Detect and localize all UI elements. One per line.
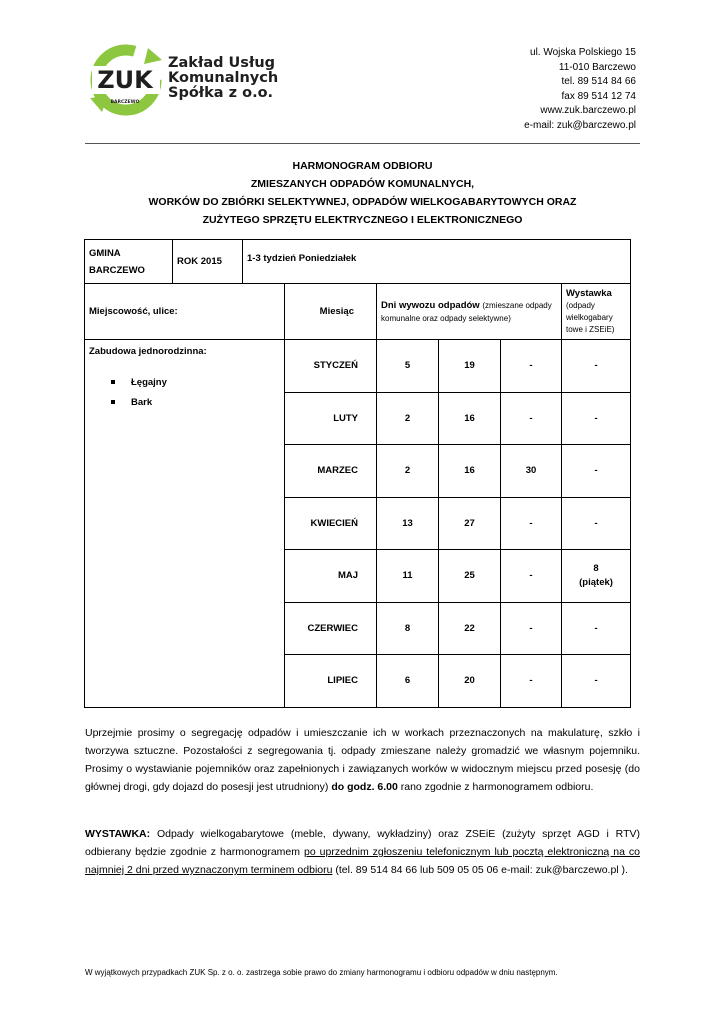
- location-cell: [85, 340, 285, 708]
- month-cell: LIPIEC: [285, 655, 377, 708]
- dni-header: [377, 284, 562, 340]
- wystawka-header-note: (odpady wielkogabary towe i ZSEiE): [566, 301, 615, 334]
- day-cell: -: [501, 602, 562, 655]
- wystawka-cell: [562, 497, 631, 550]
- dni-header-note: (zmieszane odpady komunalne oraz odpady selektywne): [381, 300, 552, 323]
- logo-wordmark: [168, 56, 278, 101]
- para2-underlined: po uprzednim zgłoszeniu telefonicznym lub pocztą elektroniczną na co najmniej 2 dni przed wyznaczonym terminem odbioru: [85, 846, 641, 876]
- document-title: [85, 157, 640, 229]
- company-address: [524, 46, 636, 134]
- logo-line2: Komunalnych: [168, 70, 279, 86]
- segregation-paragraph: [85, 724, 640, 796]
- miesiac-header: Miesiąc: [285, 284, 377, 340]
- places-list: [89, 373, 280, 413]
- month-cell: MARZEC: [285, 445, 377, 498]
- list-item: Bark: [111, 393, 280, 413]
- day-cell: 5: [377, 340, 439, 393]
- day-cell: 25: [439, 550, 501, 603]
- month-cell: KWIECIEŃ: [285, 497, 377, 550]
- wystawka-day: -: [594, 622, 598, 634]
- day-cell: 2: [377, 392, 439, 445]
- gmina-cell: GMINA BARCZEWO: [85, 240, 173, 284]
- day-cell: -: [501, 497, 562, 550]
- table-row: [85, 340, 631, 393]
- day-cell: -: [501, 340, 562, 393]
- title-line3: WORKÓW DO ZBIÓRKI SELEKTYWNEJ, ODPADÓW WIELKOGABARYTOWYCH ORAZ: [148, 196, 577, 208]
- title-line2: ZMIESZANYCH ODPADÓW KOMUNALNYCH,: [250, 178, 475, 190]
- month-cell: MAJ: [285, 550, 377, 603]
- para2-tail: (tel. 89 514 84 66 lub 509 05 05 06 e-mail: zuk@barczewo.pl ).: [332, 864, 628, 876]
- wystawka-paragraph: [85, 825, 640, 879]
- wystawka-cell: [562, 392, 631, 445]
- tydzien-cell: 1-3 tydzień Poniedziałek: [243, 240, 631, 284]
- day-cell: -: [501, 655, 562, 708]
- day-cell: 20: [439, 655, 501, 708]
- day-cell: 16: [439, 392, 501, 445]
- table-header-row2: [85, 284, 631, 340]
- wystawka-day: -: [594, 412, 598, 424]
- miejscowosc-header: Miejscowość, ulice:: [85, 284, 285, 340]
- recycle-ring-icon: [88, 42, 178, 118]
- day-cell: 2: [377, 445, 439, 498]
- day-cell: 8: [377, 602, 439, 655]
- month-cell: STYCZEŃ: [285, 340, 377, 393]
- day-cell: 11: [377, 550, 439, 603]
- address-fax: fax 89 514 12 74: [561, 90, 636, 102]
- wystawka-day: -: [594, 517, 598, 529]
- day-cell: 6: [377, 655, 439, 708]
- day-cell: 19: [439, 340, 501, 393]
- title-line4: ZUŻYTEGO SPRZĘTU ELEKTRYCZNEGO I ELEKTRONICZNEGO: [202, 214, 523, 226]
- wystawka-cell: [562, 445, 631, 498]
- day-cell: 22: [439, 602, 501, 655]
- month-cell: LUTY: [285, 392, 377, 445]
- address-www[interactable]: www.zuk.barczewo.pl: [540, 105, 636, 117]
- schedule-table: [84, 239, 631, 708]
- dni-header-label: Dni wywozu odpadów: [381, 299, 480, 311]
- day-cell: 13: [377, 497, 439, 550]
- wystawka-cell: [562, 340, 631, 393]
- wystawka-day: -: [594, 675, 598, 687]
- day-cell: 27: [439, 497, 501, 550]
- wystawka-cell: [562, 655, 631, 708]
- day-cell: -: [501, 550, 562, 603]
- para1-deadline: do godz. 6.00: [331, 781, 398, 793]
- footer-note: W wyjątkowych przypadkach ZUK Sp. z o. o. zastrzega sobie prawo do zmiany harmonogramu i odbioru odpadów w dniu następnym.: [85, 968, 558, 977]
- address-email[interactable]: e-mail: zuk@barczewo.pl: [524, 119, 636, 131]
- address-street: ul. Wojska Polskiego 15: [530, 47, 636, 58]
- header-divider: [85, 143, 640, 144]
- wystawka-day: -: [594, 465, 598, 477]
- logo-line1: Zakład Usług: [168, 55, 276, 71]
- address-city: 11-010 Barczewo: [558, 61, 636, 73]
- zabudowa-label: Zabudowa jednorodzinna:: [89, 346, 207, 357]
- wystawka-header: [562, 284, 631, 340]
- wystawka-day: -: [594, 360, 598, 372]
- para2-text: Odpady wielkogabarytowe (meble, dywany, wykładziny) oraz ZSEiE (zużyty sprzęt AGD i RTV) odbierany będzie zgodnie z harmonogramem: [85, 828, 640, 858]
- logo-abbr: ZUK: [97, 66, 153, 94]
- para1-tail: rano zgodnie z harmonogramem odbioru.: [397, 781, 594, 793]
- address-tel: tel. 89 514 84 66: [561, 76, 636, 88]
- day-cell: 16: [439, 445, 501, 498]
- month-cell: CZERWIEC: [285, 602, 377, 655]
- wystawka-cell: [562, 550, 631, 603]
- logo-line3: Spółka z o.o.: [168, 85, 274, 101]
- day-cell: 30: [501, 445, 562, 498]
- list-item: Łęgajny: [111, 373, 280, 393]
- day-cell: -: [501, 392, 562, 445]
- rok-cell: ROK 2015: [173, 240, 243, 284]
- wystawka-header-label: Wystawka: [566, 288, 612, 299]
- wystawka-weekday: (piątek): [579, 576, 613, 588]
- title-line1: HARMONOGRAM ODBIORU: [292, 160, 433, 172]
- logo-sub: BARCZEWO: [110, 100, 140, 105]
- wystawka-cell: [562, 602, 631, 655]
- para2-label: WYSTAWKA:: [85, 828, 151, 840]
- wystawka-day: 8: [593, 562, 599, 574]
- table-header-row1: [85, 240, 631, 284]
- para1-text: Uprzejmie prosimy o segregację odpadów i umieszczanie ich w workach przeznaczonych na makulaturę, szkło i tworzywa sztuczne. Pozostałości z segregowania tj. odpady zmieszane należy gromadzić we własnym pojemniku. Prosimy o wystawianie pojemników oraz zapełnionych i zawiązanych worków w widocznym miejscu przed posesję (do głównej drogi, gdy dojazd do posesji jest utrudniony): [85, 727, 640, 793]
